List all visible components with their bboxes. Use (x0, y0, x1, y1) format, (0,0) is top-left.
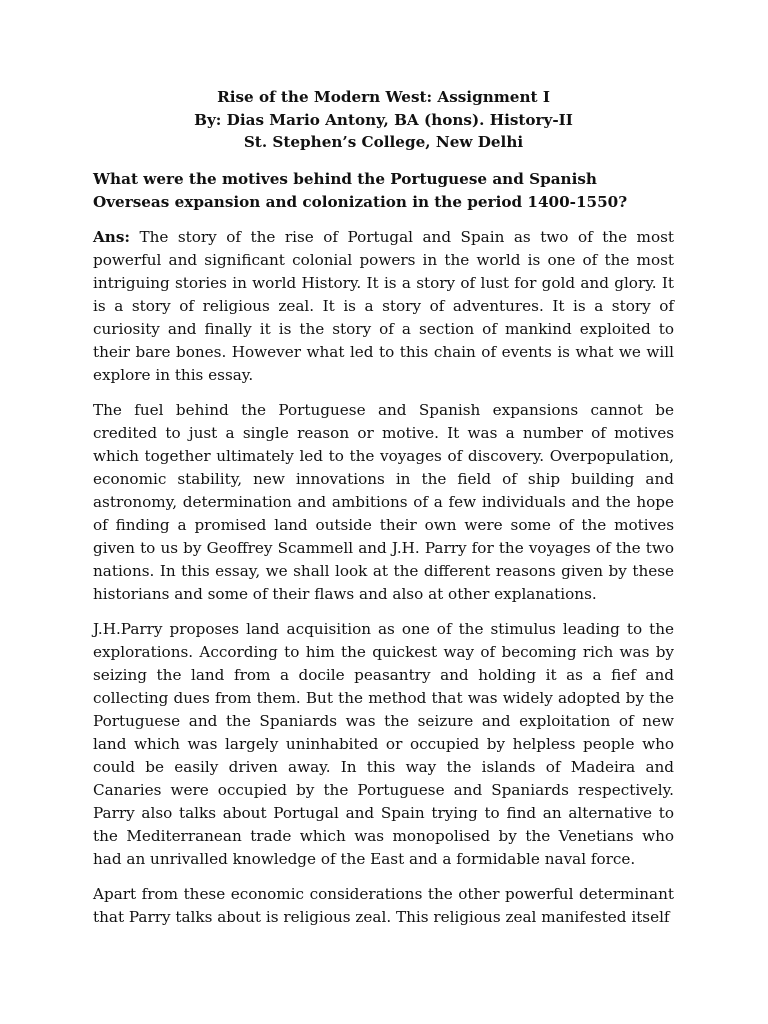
author-line: By: Dias Mario Antony, BA (hons). History-II (194, 110, 573, 129)
essay-question: What were the motives behind the Portuguese and Spanish Overseas expansion and colonization in the period 1400-1550? (93, 169, 628, 211)
body-paragraph-2: J.H.Parry proposes land acquisition as one of the stimulus leading to the explorations. According to him the quickest way of becoming rich was by seizing the land from a docile peasantry and holding it as a fief and collecting dues from them. But the method that was widely adopted by the Portuguese and the Spaniards was the seizure and exploitation of new land which was largely uninhabited or occupied by helpless people who could be easily driven away. In this way the islands of Madeira and Canaries were occupied by the Portuguese and Spaniards respectively. Parry also talks about Portugal and Spain trying to find an alternative to the Mediterranean trade which was monopolised by the Venetians who had an unrivalled knowledge of the East and a formidable naval force. (93, 619, 674, 868)
document-header (93, 86, 674, 154)
answer-text: The story of the rise of Portugal and Spain as two of the most powerful and significant colonial powers in the world is one of the most intriguing stories in world History. It is a story of lust for gold and glory. It is a story of religious zeal. It is a story of adventures. It is a story of curiosity and finally it is the story of a section of mankind exploited to their bare bones. However what led to this chain of events is what we will explore in this essay. (93, 227, 674, 384)
document-title: Rise of the Modern West: Assignment I (217, 88, 550, 106)
body-paragraph-1: The fuel behind the Portuguese and Spanish expansions cannot be credited to just a single reason or motive. It was a number of motives which together ultimately led to the voyages of discovery. Overpopulation, economic stability, new innovations in the field of ship building and astronomy, determination and ambitions of a few individuals and the hope of finding a promised land outside their own were some of the motives given to us by Geoffrey Scammell and J.H. Parry for the voyages of the two nations. In this essay, we shall look at the different reasons given by these historians and some of their flaws and also at other explanations. (93, 400, 674, 603)
answer-label: Ans: (93, 227, 130, 246)
body-paragraph-3: Apart from these economic considerations the other powerful determinant that Parry talks about is religious zeal. This religious zeal manifested itself (93, 884, 674, 926)
college-line: St. Stephen’s College, New Delhi (243, 133, 524, 151)
answer-paragraph (93, 226, 674, 387)
document-page (93, 86, 674, 929)
